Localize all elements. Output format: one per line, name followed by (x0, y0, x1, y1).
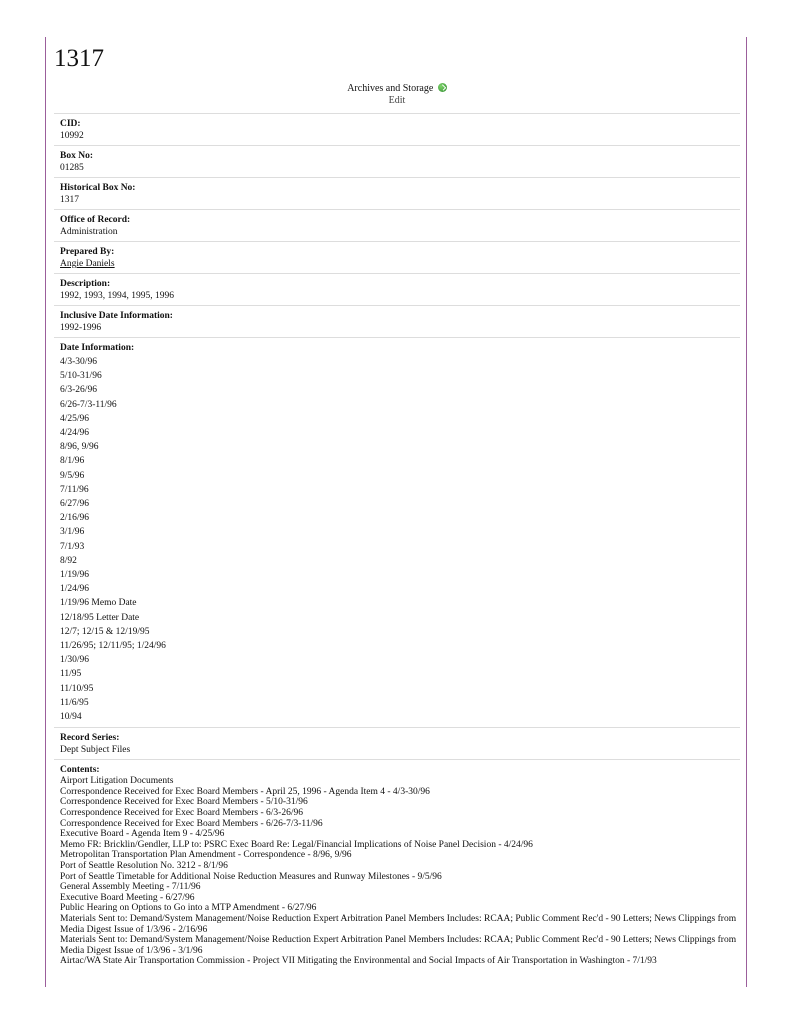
right-frame-rule (746, 37, 747, 987)
field-office-of-record (54, 209, 740, 241)
field-value: 1317 (60, 195, 79, 205)
contents-item: Executive Board - Agenda Item 9 - 4/25/96 (60, 829, 225, 840)
field-cid (54, 113, 740, 145)
date-list (60, 355, 740, 724)
contents-item: Airtac/WA State Air Transportation Commission - Project VII Mitigating the Environmental and Social Impacts of Air Transportation in Washington - 7/1/93 (60, 956, 657, 967)
field-value: Dept Subject Files (60, 745, 131, 756)
category-line (54, 83, 740, 95)
field-label: CID: (60, 119, 81, 129)
date-item: 11/10/95 (60, 683, 94, 694)
field-inclusive-date (54, 305, 740, 337)
globe-check-icon[interactable] (438, 83, 447, 92)
date-item: 8/1/96 (60, 456, 85, 467)
field-label: Date Information: (60, 343, 135, 353)
record-title: 1317 (54, 45, 104, 72)
field-historical-box-no (54, 177, 740, 209)
date-item: 12/18/95 Letter Date (60, 612, 140, 623)
prepared-by-link[interactable]: Angie Daniels (60, 259, 115, 269)
contents-item: Port of Seattle Resolution No. 3212 - 8/1/96 (60, 861, 228, 872)
date-item: 1/30/96 (60, 655, 90, 666)
field-box-no (54, 145, 740, 177)
field-record-series (54, 727, 740, 759)
record-header (54, 83, 740, 107)
field-list (54, 113, 740, 970)
field-label: Historical Box No: (60, 183, 136, 193)
contents-item: Correspondence Received for Exec Board Members - 6/3-26/96 (60, 808, 303, 819)
field-value: 10992 (60, 131, 84, 141)
field-value: Administration (60, 227, 118, 237)
field-value: 1992-1996 (60, 323, 102, 333)
date-item: 6/3-26/96 (60, 385, 97, 396)
date-item: 11/26/95; 12/11/95; 1/24/96 (60, 641, 166, 652)
field-label: Prepared By: (60, 247, 115, 257)
date-item: 1/24/96 (60, 584, 90, 595)
date-item: 6/26-7/3-11/96 (60, 399, 117, 410)
date-item: 4/24/96 (60, 428, 90, 439)
date-item: 10/94 (60, 712, 82, 723)
category-label: Archives and Storage (347, 83, 434, 94)
contents-item: Correspondence Received for Exec Board Members - 5/10-31/96 (60, 797, 308, 808)
date-item: 7/11/96 (60, 484, 89, 495)
contents-item: General Assembly Meeting - 7/11/96 (60, 882, 201, 893)
contents-item: Airport Litigation Documents (60, 776, 174, 787)
date-item: 7/1/93 (60, 541, 85, 552)
field-label: Contents: (60, 765, 100, 776)
field-label: Record Series: (60, 733, 120, 744)
field-label: Description: (60, 279, 111, 289)
field-description (54, 273, 740, 305)
record-page (54, 36, 740, 988)
contents-item: Correspondence Received for Exec Board Members - 6/26-7/3-11/96 (60, 818, 323, 829)
contents-item: Correspondence Received for Exec Board Members - April 25, 1996 - Agenda Item 4 - 4/3-30/96 (60, 786, 430, 797)
field-value: 1992, 1993, 1994, 1995, 1996 (60, 291, 174, 301)
date-item: 8/92 (60, 555, 77, 566)
contents-item: Materials Sent to: Demand/System Management/Noise Reduction Expert Arbitration Panel Members Includes: RCAA; Public Comment Rec'd - 90 Letters; News Clippings from Media Digest Issue of 1/3/96 - 3/1/96 (60, 935, 737, 956)
date-item: 4/25/96 (60, 413, 90, 424)
field-label: Box No: (60, 151, 93, 161)
field-date-information (54, 337, 740, 727)
contents-item: Port of Seattle Timetable for Additional Noise Reduction Measures and Runway Milestones - 9/5/96 (60, 871, 442, 882)
date-item: 11/6/95 (60, 697, 89, 708)
field-label: Inclusive Date Information: (60, 311, 173, 321)
contents-item: Memo FR: Bricklin/Gendler, LLP to: PSRC Exec Board Re: Legal/Financial Implications of Noise Panel Decision - 4/24/96 (60, 839, 533, 850)
date-item: 4/3-30/96 (60, 357, 97, 367)
contents-item: Materials Sent to: Demand/System Management/Noise Reduction Expert Arbitration Panel Members Includes: RCAA; Public Comment Rec'd - 90 Letters; News Clippings from Media Digest Issue of 1/3/96 - 2/16/96 (60, 914, 737, 935)
date-item: 5/10-31/96 (60, 371, 102, 382)
date-item: 12/7; 12/15 & 12/19/95 (60, 626, 150, 637)
field-value: 01285 (60, 163, 84, 173)
contents-item: Metropolitan Transportation Plan Amendment - Correspondence - 8/96, 9/96 (60, 850, 352, 861)
field-label: Office of Record: (60, 215, 131, 225)
field-contents (54, 759, 740, 970)
edit-link[interactable]: Edit (388, 95, 406, 106)
date-item: 11/95 (60, 669, 82, 680)
contents-item: Executive Board Meeting - 6/27/96 (60, 892, 195, 903)
contents-list (60, 776, 740, 967)
contents-item: Public Hearing on Options to Go into a MTP Amendment - 6/27/96 (60, 903, 317, 914)
date-item: 1/19/96 Memo Date (60, 598, 137, 609)
date-item: 3/1/96 (60, 527, 85, 538)
left-frame-rule (45, 37, 46, 987)
date-item: 6/27/96 (60, 499, 90, 510)
field-prepared-by (54, 241, 740, 273)
date-item: 9/5/96 (60, 470, 85, 481)
date-item: 8/96, 9/96 (60, 442, 99, 453)
date-item: 1/19/96 (60, 570, 90, 581)
date-item: 2/16/96 (60, 513, 90, 524)
